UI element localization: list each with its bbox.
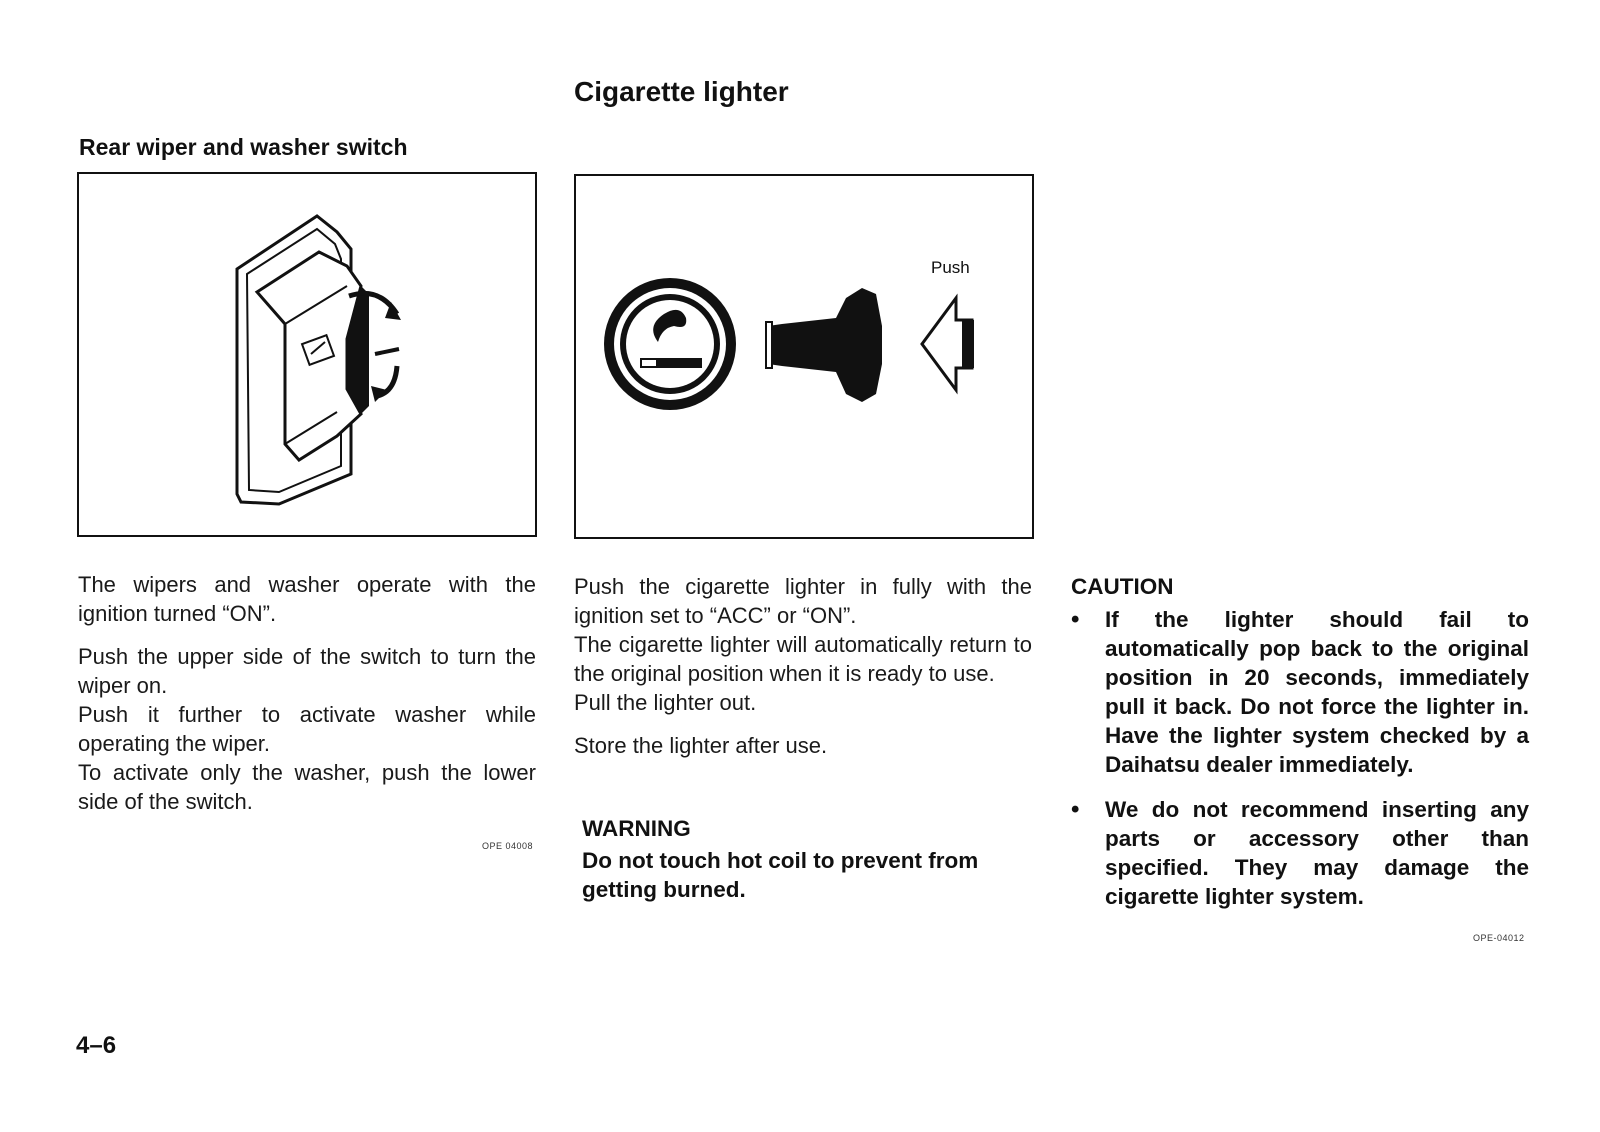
paragraph: To activate only the washer, push the lower side of the switch.: [78, 760, 536, 814]
page-number: 4–6: [76, 1032, 117, 1059]
rocker-switch-icon: [79, 174, 535, 535]
warning-text: Do not touch hot coil to prevent from getting burned.: [582, 848, 979, 902]
rear-wiper-switch-illustration: [77, 172, 537, 537]
warning-title: WARNING: [582, 816, 691, 841]
cigarette-lighter-illustration: [574, 174, 1034, 539]
caution-list: [1071, 605, 1529, 911]
list-item: • If the lighter should fail to automatically pop back to the original position in 20 seconds, immediately pull it back. Do not force the lighter in. Have the lighter system checked by a Daihatsu dealer immediately.: [1071, 605, 1529, 779]
paragraph: The wipers and washer operate with the ignition turned “ON”.: [78, 572, 536, 626]
warning-block: [582, 814, 1032, 904]
paragraph: Push the cigarette lighter in fully with the ignition set to “ACC” or “ON”.: [574, 574, 1032, 628]
paragraph: The cigarette lighter will automatically return to the original position when it is ready to use.: [574, 632, 1032, 686]
caution-block: [1071, 572, 1529, 927]
middle-body-text: [574, 572, 1032, 760]
push-label: Push: [931, 258, 970, 277]
caution-title: CAUTION: [1071, 574, 1174, 599]
paragraph: Push it further to activate washer while operating the wiper.: [78, 702, 536, 756]
section-heading-rear-wiper: Rear wiper and washer switch: [79, 134, 408, 160]
lighter-socket-icon: [576, 176, 1032, 537]
left-body-text: [78, 570, 536, 816]
list-item: • We do not recommend inserting any parts or accessory other than specified. They may damage the cigarette lighter system.: [1071, 795, 1529, 911]
paragraph: Store the lighter after use.: [574, 733, 828, 758]
paragraph: Pull the lighter out.: [574, 690, 757, 715]
reference-code: OPE 04008: [482, 841, 534, 851]
paragraph: Push the upper side of the switch to turn the wiper on.: [78, 644, 536, 698]
reference-code: OPE-04012: [1473, 933, 1525, 943]
page-title: Cigarette lighter: [574, 76, 789, 107]
